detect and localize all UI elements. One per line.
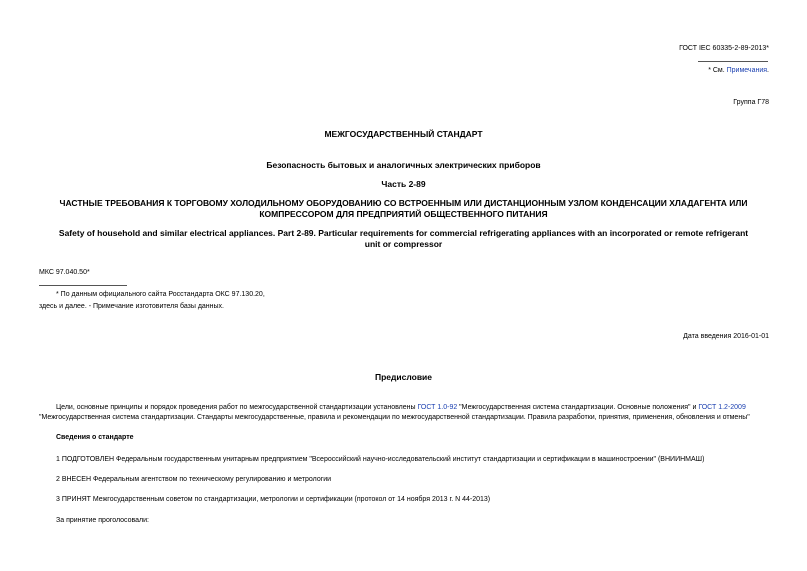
standard-type: МЕЖГОСУДАРСТВЕННЫЙ СТАНДАРТ <box>324 129 483 139</box>
voted-for-label: За принятие проголосовали: <box>56 517 149 524</box>
header-rule <box>698 61 768 62</box>
header-note-suffix: . <box>767 67 769 74</box>
intro-text-1: Цели, основные принципы и порядок проведения работ по межгосударственной стандартизации установлены <box>56 404 418 411</box>
ru-title-line2: КОМПРЕССОРОМ ДЛЯ ПРЕДПРИЯТИЙ ОБЩЕСТВЕННОГО ПИТАНИЯ <box>259 209 548 219</box>
en-title-line1: Safety of household and similar electrical appliances. Part 2-89. Particular requirements for commercial refrigerating appliances with an incorporated or remote refrigerant <box>58 228 749 238</box>
intro-text-2: "Межгосударственная система стандартизации. Основные положения" и <box>457 404 699 411</box>
standard-info-heading: Сведения о стандарте <box>56 434 134 441</box>
doc-subtitle: Безопасность бытовых и аналогичных электрических приборов <box>266 160 541 170</box>
doc-code: ГОСТ IEC 60335-2-89-2013* <box>679 45 769 52</box>
ru-title-line1: ЧАСТНЫЕ ТРЕБОВАНИЯ К ТОРГОВОМУ ХОЛОДИЛЬНОМУ ОБОРУДОВАНИЮ СО ВСТРОЕННЫМ ИЛИ ДИСТАНЦИОННЫМ УЗЛОМ КОНДЕНСАЦИИ ХЛАДАГЕНТА ИЛИ <box>59 198 748 208</box>
effective-date: Дата введения 2016-01-01 <box>683 333 769 340</box>
header-note-prefix: * См. <box>708 67 727 74</box>
group-label: Группа Г78 <box>733 99 769 106</box>
notes-link[interactable]: Примечания <box>726 67 768 74</box>
mks-code: МКС 97.040.50* <box>39 269 90 276</box>
footnote-line1: * По данным официального сайта Росстандарта ОКС 97.130.20, <box>56 291 265 298</box>
header-note <box>708 66 769 75</box>
foreword-intro-line1 <box>56 403 746 413</box>
en-title-line2: unit or compressor <box>364 239 443 249</box>
footnote-rule <box>39 285 127 286</box>
gost-1-2-2009-link[interactable]: ГОСТ 1.2-2009 <box>698 404 746 411</box>
item-introduced: 2 ВНЕСЕН Федеральным агентством по техническому регулированию и метрологии <box>56 476 332 483</box>
doc-part: Часть 2-89 <box>381 179 426 189</box>
item-prepared: 1 ПОДГОТОВЛЕН Федеральным государственным унитарным предприятием "Всероссийский научно-исследовательский институт стандартизации и сертификации в машиностроении" (ВНИИНМАШ) <box>56 456 705 463</box>
footnote-line2: здесь и далее. - Примечание изготовителя базы данных. <box>39 303 225 310</box>
foreword-intro-line2: "Межгосударственная система стандартизации. Стандарты межгосударственные, правила и рекомендации по межгосударственной стандартизации. Правила разработки, принятия, применения, обновления и отмены" <box>39 414 750 421</box>
foreword-heading: Предисловие <box>374 372 433 382</box>
item-adopted: 3 ПРИНЯТ Межгосударственным советом по стандартизации, метрологии и сертификации (протокол от 14 ноября 2013 г. N 44-2013) <box>56 496 491 503</box>
gost-1-0-92-link[interactable]: ГОСТ 1.0-92 <box>417 404 458 411</box>
